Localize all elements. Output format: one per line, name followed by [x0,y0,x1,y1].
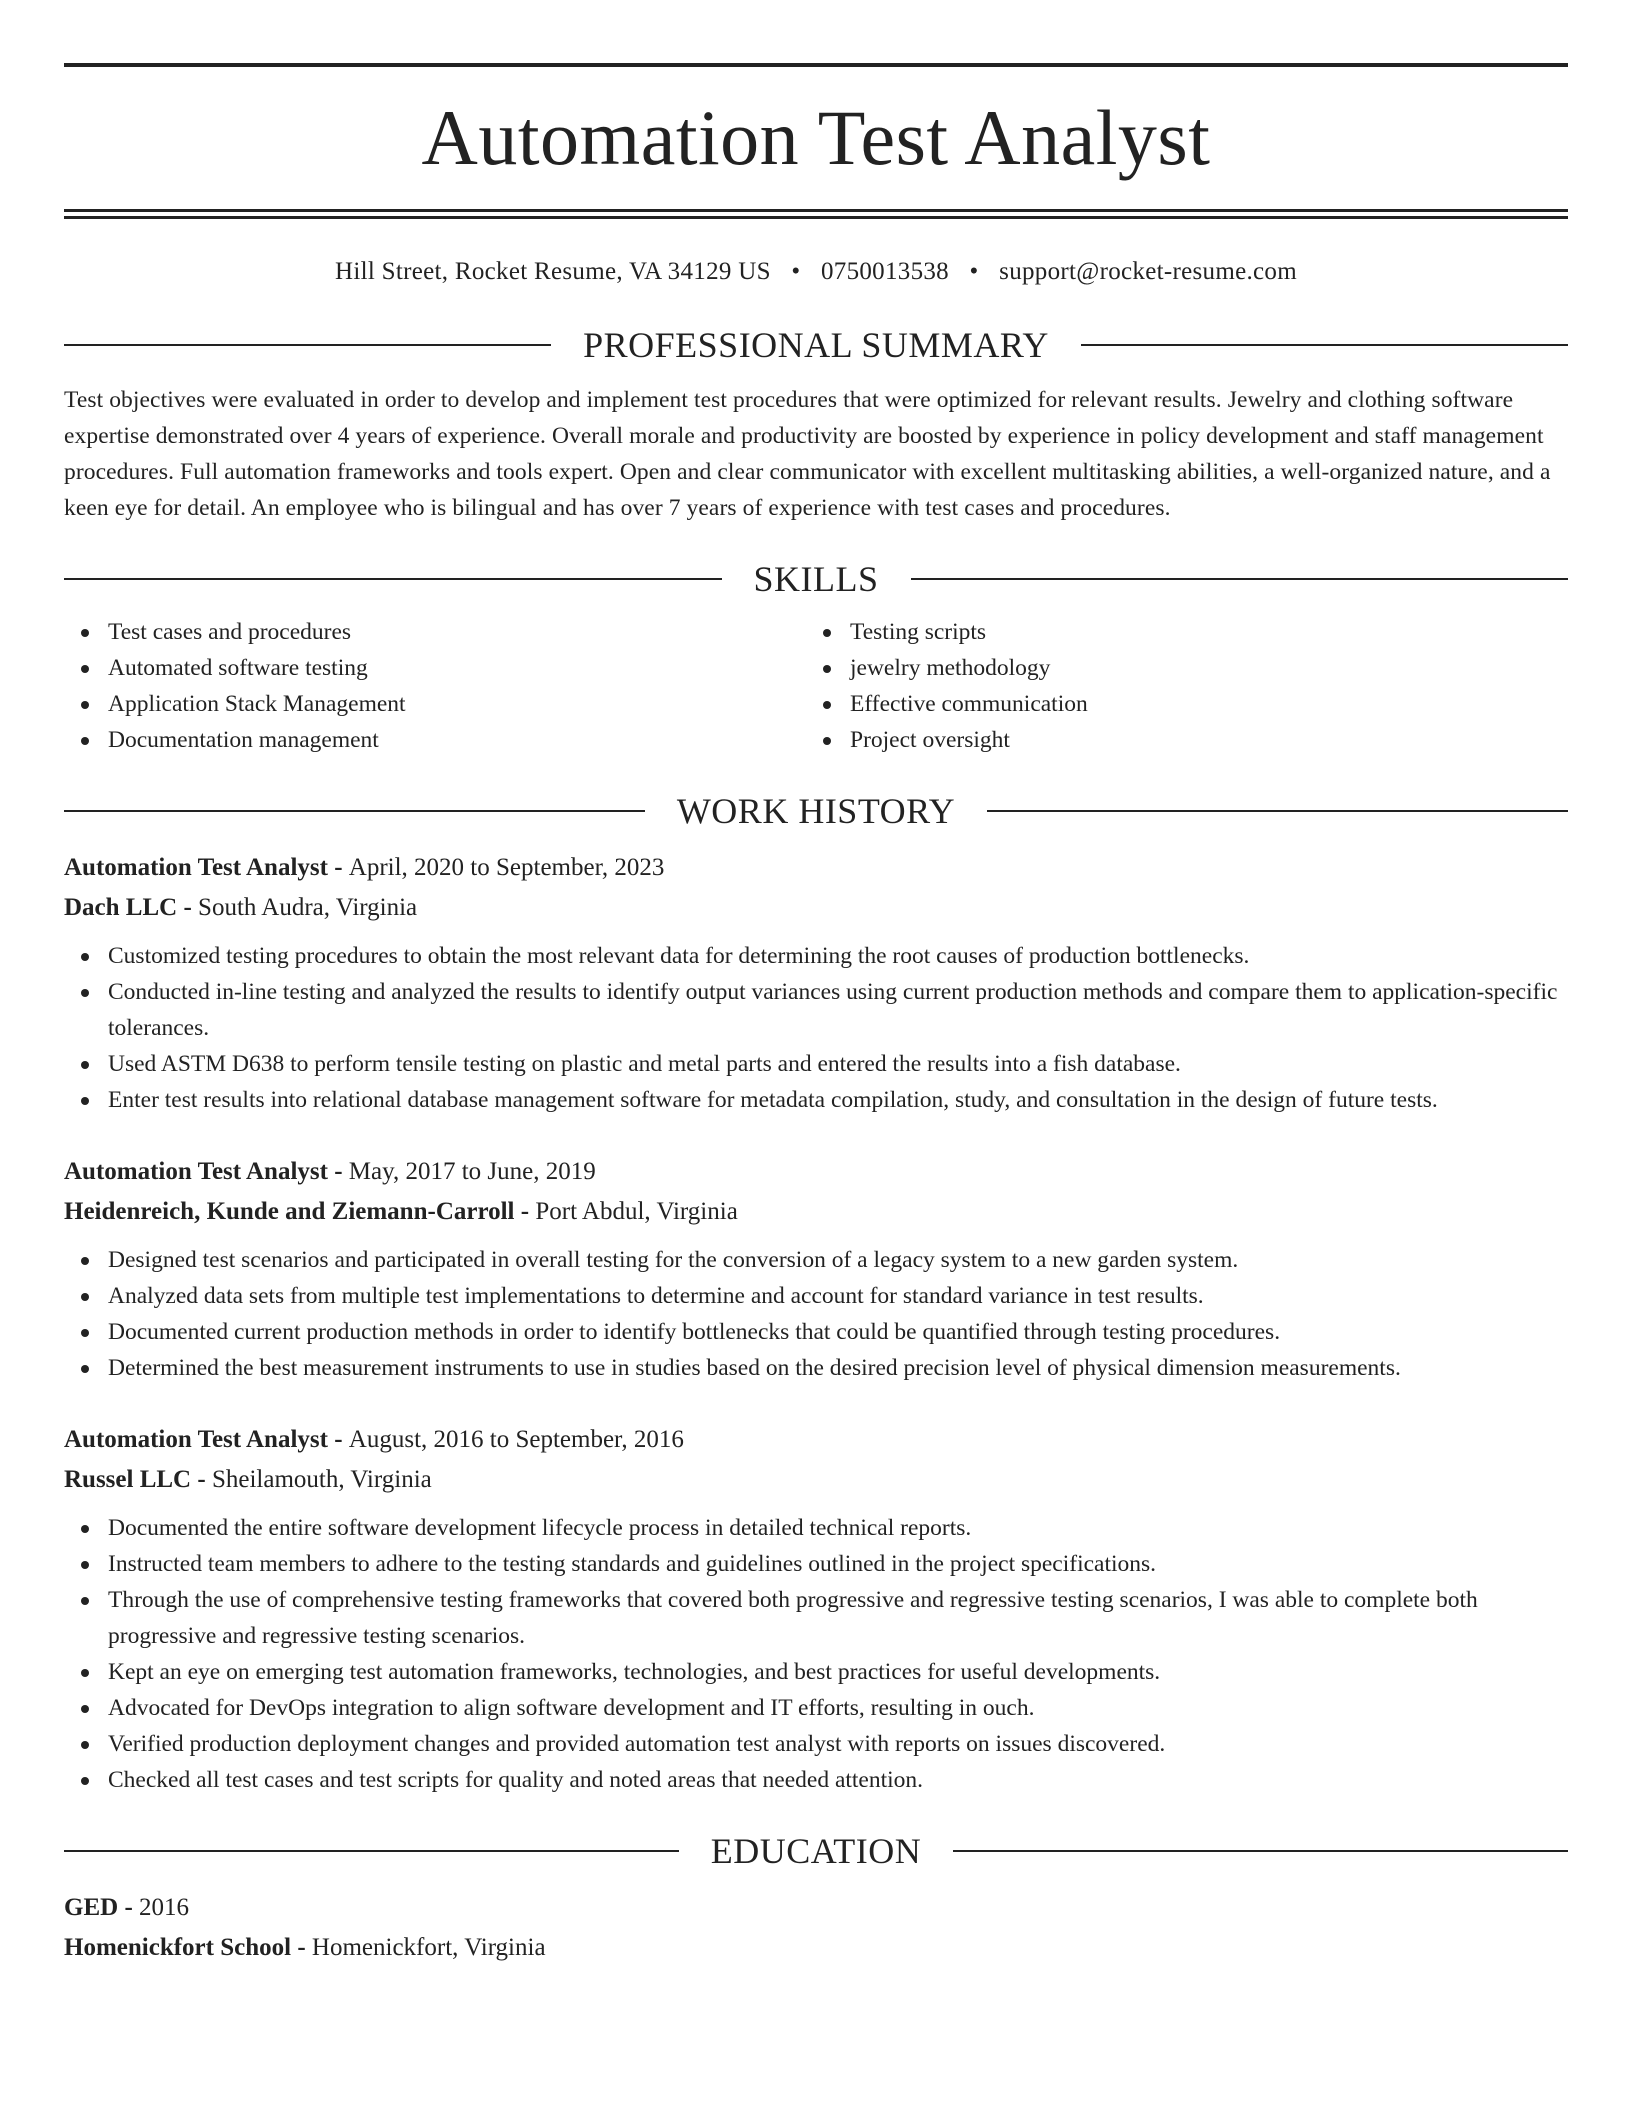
heading-rule [64,578,722,580]
section-title: EDUCATION [710,1831,922,1871]
job-company-line [64,888,1568,928]
job-bullet: Analyzed data sets from multiple test implementations to determine and account for standard variance in test results. [64,1278,1568,1314]
job-company-line [64,1192,1568,1232]
skills-list [64,614,1568,758]
job-bullet: Designed test scenarios and participated in overall testing for the conversion of a legacy system to a new garden system. [64,1242,1568,1278]
section-title: SKILLS [753,559,879,599]
job-bullet: Advocated for DevOps integration to align software development and IT efforts, resulting in ouch. [64,1690,1568,1726]
education-location: Homenickfort, Virginia [311,1934,546,1961]
contact-email: support@rocket-resume.com [999,258,1297,285]
job-bullet: Documented current production methods in order to identify bottlenecks that could be quantified through testing procedures. [64,1314,1568,1350]
job-entry [64,1420,1568,1798]
heading-rule [1081,344,1568,346]
skill-item: jewelry methodology [806,650,1548,686]
job-title: Automation Test Analyst [64,1158,328,1185]
job-bullets [64,938,1568,1118]
job-company: Dach LLC [64,894,178,921]
dash: - [191,1466,212,1493]
skill-item: Automated software testing [64,650,806,686]
section-heading-education [64,1826,1568,1876]
dash: - [291,1934,312,1961]
job-title: Automation Test Analyst [64,1426,328,1453]
job-bullet: Checked all test cases and test scripts for quality and noted areas that needed attention. [64,1762,1568,1798]
contact-address: Hill Street, Rocket Resume, VA 34129 US [335,258,771,285]
dash: - [514,1198,536,1225]
heading-rule [953,1850,1568,1852]
job-entry [64,1152,1568,1386]
contact-separator: • [791,258,801,285]
education-school-line [64,1928,1568,1968]
job-title-line [64,848,1568,888]
job-title: Automation Test Analyst [64,854,328,881]
dash: - [327,1426,349,1453]
dash: - [327,1158,349,1185]
skills-column-left [64,614,806,758]
contact-line [64,252,1568,292]
job-bullet: Kept an eye on emerging test automation frameworks, technologies, and best practices for useful developments. [64,1654,1568,1690]
job-title-line [64,1152,1568,1192]
contact-phone: 0750013538 [820,258,949,285]
section-title: WORK HISTORY [676,791,956,831]
resume-title: Automation Test Analyst [421,94,1211,181]
job-bullets [64,1242,1568,1386]
job-company-line [64,1460,1568,1500]
summary-text: Test objectives were evaluated in order to develop and implement test procedures that were optimized for relevant results. Jewelry and clothing software expertise demonstrated over 4 years of experience. Overall morale and productivity are boosted by experience in policy development and staff management procedures. Full automation frameworks and tools expert. Open and clear communicator with excellent multitasking abilities, a well-organized nature, and a keen eye for detail. An employee who is bilingual and has over 7 years of experience with test cases and procedures. [64,387,1551,521]
job-bullet: Through the use of comprehensive testing frameworks that covered both progressive and regressive testing scenarios, I was able to complete both progressive and regressive testing scenarios. [64,1582,1568,1654]
double-rule [64,209,1568,219]
dash: - [327,854,349,881]
skill-item: Documentation management [64,722,806,758]
job-bullet: Determined the best measurement instruments to use in studies based on the desired precision level of physical dimension measurements. [64,1350,1568,1386]
contact-separator: • [969,258,979,285]
education-school: Homenickfort School [64,1934,292,1961]
dash: - [177,894,199,921]
heading-rule [987,810,1568,812]
section-title: PROFESSIONAL SUMMARY [583,325,1049,365]
education-degree: GED [64,1894,119,1921]
resume-page [64,63,1568,1968]
job-bullet: Instructed team members to adhere to the testing standards and guidelines outlined in the project specifications. [64,1546,1568,1582]
education-entry [64,1888,1568,1968]
job-bullet: Used ASTM D638 to perform tensile testing on plastic and metal parts and entered the results into a fish database. [64,1046,1568,1082]
job-dates: April, 2020 to September, 2023 [348,854,665,881]
job-location: South Audra, Virginia [198,894,418,921]
job-bullet: Conducted in-line testing and analyzed the results to identify output variances using current production methods and compare them to application-specific tolerances. [64,974,1568,1046]
heading-rule [64,810,645,812]
job-bullet: Enter test results into relational database management software for metadata compilation, study, and consultation in the design of future tests. [64,1082,1568,1118]
skill-item: Effective communication [806,686,1548,722]
skill-item: Application Stack Management [64,686,806,722]
heading-rule [64,1850,679,1852]
job-location: Sheilamouth, Virginia [211,1466,432,1493]
job-dates: August, 2016 to September, 2016 [348,1426,684,1453]
section-heading-summary [64,320,1568,370]
job-bullets [64,1510,1568,1798]
section-heading-work [64,786,1568,836]
job-bullet: Customized testing procedures to obtain the most relevant data for determining the root causes of production bottlenecks. [64,938,1568,974]
heading-rule [911,578,1569,580]
education-year: 2016 [139,1894,190,1921]
skill-item: Test cases and procedures [64,614,806,650]
job-dates: May, 2017 to June, 2019 [348,1158,596,1185]
heading-rule [64,344,551,346]
job-company: Russel LLC [64,1466,192,1493]
skills-column-right [806,614,1548,758]
education-degree-line [64,1888,1568,1928]
job-entry [64,848,1568,1118]
skill-item: Project oversight [806,722,1548,758]
section-heading-skills [64,554,1568,604]
dash: - [118,1894,140,1921]
job-title-line [64,1420,1568,1460]
job-bullet: Documented the entire software development lifecycle process in detailed technical reports. [64,1510,1568,1546]
skill-item: Testing scripts [806,614,1548,650]
job-bullet: Verified production deployment changes and provided automation test analyst with reports on issues discovered. [64,1726,1568,1762]
job-company: Heidenreich, Kunde and Ziemann-Carroll [64,1198,515,1225]
job-location: Port Abdul, Virginia [535,1198,738,1225]
